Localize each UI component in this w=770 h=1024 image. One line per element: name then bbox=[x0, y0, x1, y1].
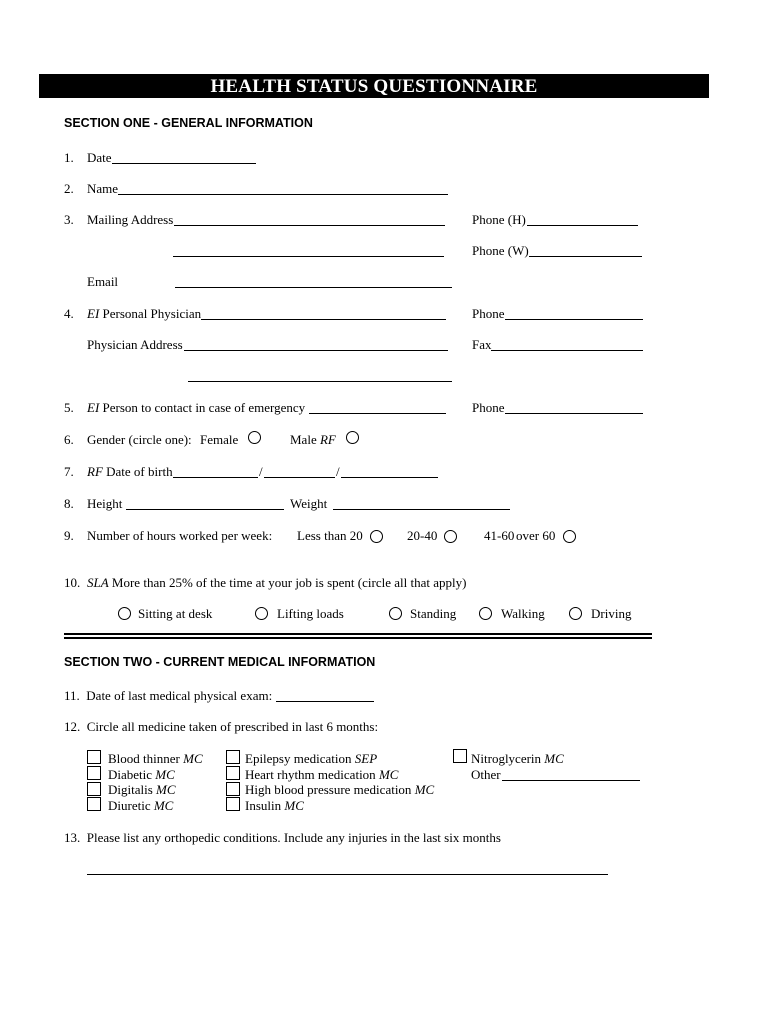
q3-label: Mailing Address bbox=[87, 212, 174, 227]
male-radio[interactable] bbox=[346, 431, 359, 444]
q13-label: 13. Please list any orthopedic conditions. Include any injuries in the last six months bbox=[64, 830, 501, 845]
weight-label: Weight bbox=[290, 496, 328, 511]
insulin-label: Insulin MC bbox=[245, 798, 304, 813]
other-medication-label: Other bbox=[471, 767, 501, 782]
insulin-checkbox[interactable] bbox=[226, 797, 240, 811]
birth-month-field[interactable] bbox=[173, 477, 258, 478]
driving-radio[interactable] bbox=[569, 607, 582, 620]
q5-number: 5. bbox=[64, 400, 74, 415]
physician-phone-label: Phone bbox=[472, 306, 505, 321]
q7-label: RF Date of birth bbox=[87, 464, 173, 479]
q11-label: 11. Date of last medical physical exam: bbox=[64, 688, 273, 703]
diuretic-checkbox[interactable] bbox=[87, 797, 101, 811]
lifting-loads-label: Lifting loads bbox=[277, 606, 344, 621]
section-one-heading: SECTION ONE - GENERAL INFORMATION bbox=[64, 116, 313, 130]
digitalis-label: Digitalis MC bbox=[108, 782, 176, 797]
female-radio[interactable] bbox=[248, 431, 261, 444]
diabetic-label: Diabetic MC bbox=[108, 767, 175, 782]
q7-number: 7. bbox=[64, 464, 74, 479]
q6-number: 6. bbox=[64, 432, 74, 447]
phone-home-label: Phone (H) bbox=[472, 212, 526, 227]
q1-label: Date bbox=[87, 150, 112, 165]
dob-separator-2: / bbox=[336, 464, 340, 479]
walking-label: Walking bbox=[501, 606, 545, 621]
physician-field[interactable] bbox=[201, 319, 446, 320]
walking-radio[interactable] bbox=[479, 607, 492, 620]
q2-number: 2. bbox=[64, 181, 74, 196]
diabetic-checkbox[interactable] bbox=[87, 766, 101, 780]
blood-thinner-checkbox[interactable] bbox=[87, 750, 101, 764]
physician-phone-field[interactable] bbox=[505, 319, 643, 320]
section-two-heading: SECTION TWO - CURRENT MEDICAL INFORMATION bbox=[64, 655, 376, 669]
fax-label: Fax bbox=[472, 337, 492, 352]
nitroglycerin-label: Nitroglycerin MC bbox=[471, 751, 564, 766]
q6-label: Gender (circle one): bbox=[87, 432, 192, 447]
hours-less-than-20-radio[interactable] bbox=[370, 530, 383, 543]
epilepsy-medication-label: Epilepsy medication SEP bbox=[245, 751, 378, 766]
q10-number: 10. bbox=[64, 575, 81, 590]
sitting-at-desk-radio[interactable] bbox=[118, 607, 131, 620]
q12-label: 12. Circle all medicine taken of prescribed in last 6 months: bbox=[64, 719, 379, 734]
section-divider-top bbox=[64, 633, 652, 635]
q8-number: 8. bbox=[64, 496, 74, 511]
height-label: Height bbox=[87, 496, 123, 511]
female-label: Female bbox=[200, 432, 239, 447]
blood-thinner-label: Blood thinner MC bbox=[108, 751, 203, 766]
q4-code: EI bbox=[87, 306, 100, 321]
dob-separator-1: / bbox=[259, 464, 263, 479]
q10-label: SLA More than 25% of the time at your job is spent (circle all that apply) bbox=[87, 575, 467, 590]
birth-year-field[interactable] bbox=[341, 477, 438, 478]
q5-code: EI bbox=[87, 400, 100, 415]
email-label: Email bbox=[87, 274, 119, 289]
diuretic-label: Diuretic MC bbox=[108, 798, 174, 813]
q3-number: 3. bbox=[64, 212, 74, 227]
high-blood-pressure-medication-label: High blood pressure medication MC bbox=[245, 782, 435, 797]
weight-field[interactable] bbox=[333, 509, 510, 510]
mailing-address-field-1[interactable] bbox=[174, 225, 445, 226]
hours-over-60-radio[interactable] bbox=[563, 530, 576, 543]
physician-address-field-2[interactable] bbox=[188, 381, 452, 382]
nitroglycerin-checkbox[interactable] bbox=[453, 749, 467, 763]
q9-label: Number of hours worked per week: bbox=[87, 528, 273, 543]
q1-number: 1. bbox=[64, 150, 74, 165]
sitting-at-desk-label: Sitting at desk bbox=[138, 606, 213, 621]
orthopedic-conditions-field[interactable] bbox=[87, 874, 608, 875]
digitalis-checkbox[interactable] bbox=[87, 782, 101, 796]
hours-20-40-radio[interactable] bbox=[444, 530, 457, 543]
hours-20-40-label: 20-40 bbox=[407, 528, 438, 543]
other-medication-field[interactable] bbox=[502, 780, 640, 781]
form-title: HEALTH STATUS QUESTIONNAIRE bbox=[39, 74, 709, 98]
birth-day-field[interactable] bbox=[264, 477, 335, 478]
q5-label: EI Person to contact in case of emergency bbox=[87, 400, 306, 415]
emergency-phone-label: Phone bbox=[472, 400, 505, 415]
mailing-address-field-2[interactable] bbox=[173, 256, 444, 257]
heart-rhythm-medication-label: Heart rhythm medication MC bbox=[245, 767, 399, 782]
lifting-loads-radio[interactable] bbox=[255, 607, 268, 620]
physician-address-label: Physician Address bbox=[87, 337, 183, 352]
hours-41-60-label: 41-60 bbox=[484, 528, 515, 543]
fax-field[interactable] bbox=[491, 350, 643, 351]
date-field[interactable] bbox=[112, 163, 256, 164]
phone-work-label: Phone (W) bbox=[472, 243, 529, 258]
q10-code: SLA bbox=[87, 575, 109, 590]
physician-address-field-1[interactable] bbox=[184, 350, 448, 351]
standing-label: Standing bbox=[410, 606, 457, 621]
last-exam-date-field[interactable] bbox=[276, 701, 374, 702]
q7-code: RF bbox=[87, 464, 103, 479]
name-field[interactable] bbox=[118, 194, 448, 195]
driving-label: Driving bbox=[591, 606, 632, 621]
q4-number: 4. bbox=[64, 306, 74, 321]
emergency-contact-field[interactable] bbox=[309, 413, 446, 414]
phone-work-field[interactable] bbox=[529, 256, 642, 257]
epilepsy-medication-checkbox[interactable] bbox=[226, 750, 240, 764]
q4-label: EI Personal Physician bbox=[87, 306, 202, 321]
hours-over-60-label: over 60 bbox=[516, 528, 556, 543]
hours-less-than-20-label: Less than 20 bbox=[297, 528, 363, 543]
height-field[interactable] bbox=[126, 509, 284, 510]
email-field[interactable] bbox=[175, 287, 452, 288]
heart-rhythm-medication-checkbox[interactable] bbox=[226, 766, 240, 780]
standing-radio[interactable] bbox=[389, 607, 402, 620]
section-divider-bottom bbox=[64, 637, 652, 639]
q9-number: 9. bbox=[64, 528, 74, 543]
high-blood-pressure-medication-checkbox[interactable] bbox=[226, 782, 240, 796]
q2-label: Name bbox=[87, 181, 119, 196]
male-label: Male RF bbox=[290, 432, 336, 447]
phone-home-field[interactable] bbox=[527, 225, 638, 226]
emergency-phone-field[interactable] bbox=[505, 413, 643, 414]
